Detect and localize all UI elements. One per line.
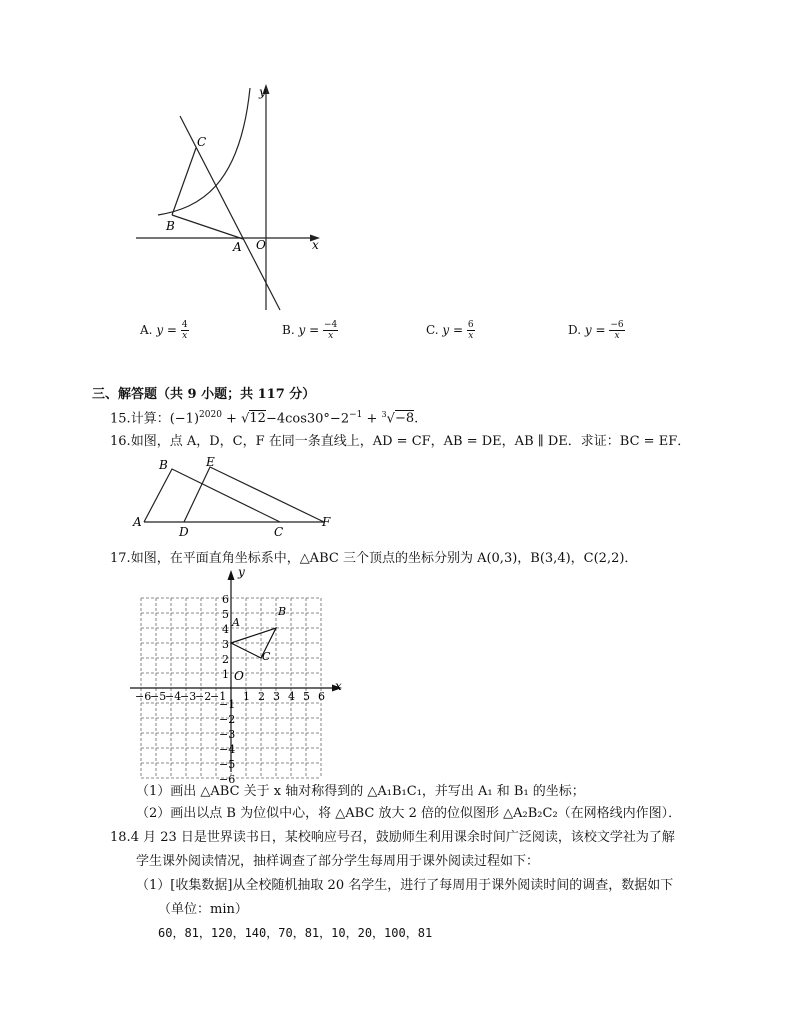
y-tick-label: 2 — [222, 653, 229, 666]
choice-d-var: y — [584, 323, 592, 337]
choice-b-var: y — [298, 323, 306, 337]
choice-b[interactable] — [282, 320, 338, 341]
choice-a-fraction — [181, 320, 189, 341]
choice-b-letter: B. — [282, 323, 295, 337]
choice-b-fraction — [323, 320, 338, 341]
y-tick-label: 5 — [222, 608, 229, 621]
grid-origin-label: O — [234, 669, 244, 683]
y-tick-label: −2 — [219, 713, 236, 726]
line-ca — [180, 116, 280, 310]
segment-bc — [172, 148, 196, 215]
hyperbola-branch — [158, 88, 250, 215]
choice-c-den: x — [468, 331, 474, 341]
q15-plus1: + — [221, 411, 242, 427]
y-tick-label: 1 — [222, 668, 229, 681]
q16-label-b: B — [159, 458, 168, 472]
figure-q16-triangles — [128, 454, 338, 540]
choice-d[interactable] — [568, 320, 625, 341]
fig1-point-a-label: A — [233, 240, 242, 254]
y-tick-label: 4 — [222, 623, 229, 636]
choice-a-eq: = — [166, 323, 177, 337]
q16-label-f: F — [322, 515, 331, 529]
q18-sub1-line2: （单位：min） — [158, 902, 248, 917]
section-heading: 三、解答题（共 9 小题；共 117 分） — [92, 387, 316, 402]
grid-point-b: B — [278, 605, 287, 618]
choice-c-fraction — [467, 320, 475, 341]
q16-label-e: E — [206, 455, 215, 469]
choice-b-eq: = — [309, 323, 320, 337]
triangle-def — [184, 467, 324, 522]
question-15 — [110, 407, 418, 427]
grid-y-axis-arrow — [228, 570, 235, 580]
y-tick-label: −3 — [219, 728, 236, 741]
question-17 — [110, 551, 637, 567]
x-tick-label: −3 — [180, 690, 197, 703]
q15-exp1: 2020 — [199, 410, 222, 420]
q16-label-a: A — [133, 515, 142, 529]
q15-sqrt-arg: 12 — [249, 411, 266, 427]
choice-a[interactable] — [140, 320, 189, 341]
q17-sub2: （2）画出以点 B 为位似中心，将 △ABC 放大 2 倍的位似图形 △A₂B₂C₂（在网格线内作图）． — [136, 806, 682, 821]
coordinate-grid — [124, 565, 350, 786]
y-tick-label: −1 — [219, 698, 236, 711]
q15-term3: −4cos30°−2 — [265, 411, 350, 427]
y-tick-label: −5 — [219, 758, 236, 771]
q15-end: . — [414, 411, 419, 427]
fig1-point-b-label: B — [166, 219, 175, 233]
y-tick-label: 6 — [222, 593, 229, 606]
choice-c-var: y — [442, 323, 450, 337]
choice-c-letter: C. — [426, 323, 439, 337]
q15-number: 15. — [110, 411, 131, 427]
figure-hyperbola-triangle — [120, 78, 340, 318]
q18-data-line: 60，81，120，140，70，81，10，20，100，81 — [158, 926, 433, 940]
question-16 — [110, 434, 690, 450]
triangle-abc — [144, 469, 280, 522]
choice-a-letter: A. — [140, 323, 153, 337]
grid-point-c: C — [262, 650, 271, 663]
q15-cbrt-index: 3 — [381, 410, 387, 419]
x-tick-label: −1 — [210, 690, 227, 703]
y-tick-label: −6 — [219, 773, 236, 786]
q15-prefix: 计算： — [130, 411, 170, 427]
sqrt-symbol: √ — [241, 411, 250, 427]
choice-d-letter: D. — [568, 323, 582, 337]
q18-sub1-line1: （1）[收集数据]从全校随机抽取 20 名学生，进行了每周用于课外阅读时间的调查，数据如下 — [136, 878, 674, 893]
q16-label-c: C — [274, 525, 284, 539]
fig1-x-label: x — [312, 238, 319, 252]
choice-a-num: 4 — [181, 320, 188, 330]
fig1-point-c-label: C — [197, 135, 207, 149]
choice-c[interactable] — [426, 320, 475, 341]
x-tick-label: 4 — [288, 690, 295, 703]
q17-sub1: （1）画出 △ABC 关于 x 轴对称得到的 △A₁B₁C₁，并写出 A₁ 和 B₁ 的坐标； — [136, 784, 585, 799]
y-tick-label: 3 — [222, 638, 229, 651]
x-tick-label: −2 — [195, 690, 212, 703]
q18-line1-text: 4 月 23 日是世界读书日，某校响应号召，鼓励师生利用课余时间广泛阅读，该校文学社为了解 — [130, 830, 675, 845]
q16-text: 如图，点 A，D，C，F 在同一条直线上，AD = CF，AB = DE，AB ∥ DE．求证：BC = EF． — [130, 434, 691, 449]
q18-number: 18. — [110, 830, 131, 845]
q17-number: 17. — [110, 551, 131, 566]
x-tick-label: 6 — [318, 690, 325, 703]
q15-term1: (−1) — [169, 411, 200, 427]
q15-exp2: −1 — [349, 410, 363, 420]
grid-point-a: A — [232, 616, 240, 629]
x-tick-label: −6 — [135, 690, 152, 703]
grid-x-label: x — [335, 679, 342, 693]
q16-number: 16. — [110, 434, 131, 449]
choice-d-fraction — [609, 320, 624, 341]
q16-label-d: D — [179, 525, 189, 539]
choice-c-eq: = — [453, 323, 464, 337]
tick-labels — [135, 593, 325, 786]
cbrt-symbol: √ — [386, 411, 395, 427]
fig1-origin-label: O — [256, 238, 266, 252]
x-tick-label: −4 — [165, 690, 182, 703]
x-tick-label: 5 — [303, 690, 310, 703]
x-tick-label: −5 — [150, 690, 167, 703]
choice-b-num: −4 — [323, 320, 338, 330]
q15-cbrt-arg: −8 — [394, 411, 415, 427]
grid-y-label: y — [238, 565, 245, 579]
choice-c-num: 6 — [467, 320, 474, 330]
x-tick-label: 3 — [273, 690, 280, 703]
choice-d-eq: = — [595, 323, 606, 337]
x-tick-label: 1 — [243, 690, 250, 703]
y-tick-label: −4 — [219, 743, 236, 756]
choice-b-den: x — [328, 331, 334, 341]
fig1-y-label: y — [259, 85, 266, 99]
q17-text: 如图，在平面直角坐标系中，△ABC 三个顶点的坐标分别为 A(0,3)，B(3,4)，C(2,2)． — [130, 551, 638, 566]
x-tick-label: 2 — [258, 690, 265, 703]
question-18-line2: 学生课外阅读情况，抽样调查了部分学生每周用于课外阅读过程如下： — [136, 854, 540, 869]
q15-plus2: + — [362, 411, 382, 427]
question-18-line1 — [110, 830, 675, 846]
choice-d-den: x — [614, 331, 620, 341]
choice-a-den: x — [182, 331, 188, 341]
choice-d-num: −6 — [610, 320, 624, 330]
choice-a-var: y — [156, 323, 164, 337]
